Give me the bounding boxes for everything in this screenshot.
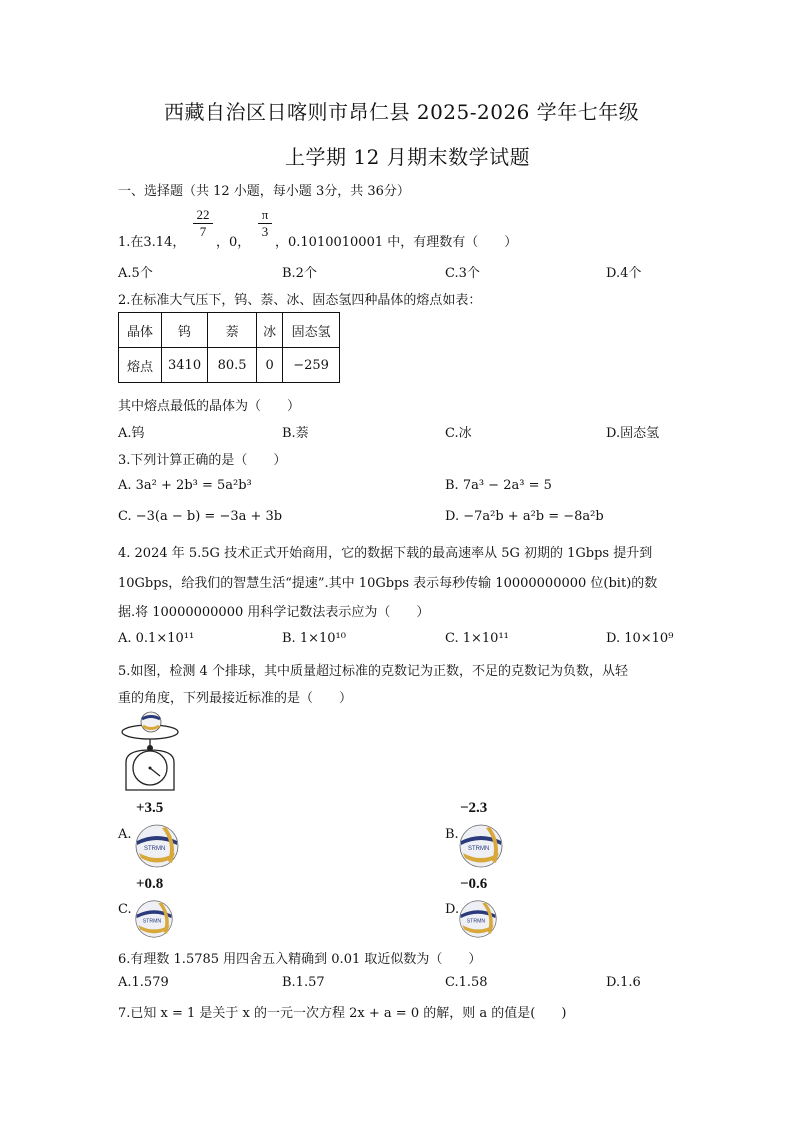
ball-brand-text: STRMN	[142, 918, 162, 925]
table-cell: 熔点	[119, 348, 162, 383]
title-line-2: 上学期 12 月期末数学试题	[285, 145, 531, 169]
q2-stem: 2.在标准大气压下，钨、萘、冰、固态氢四种晶体的熔点如表：	[118, 293, 482, 308]
q4-option-a: A. 0.1×10¹¹	[118, 631, 195, 646]
q3-stem: 3.下列计算正确的是（ ）	[118, 453, 287, 468]
q5-line-1: 5.如图，检测 4 个排球，其中质量超过标准的克数记为正数，不足的克数记为负数，从轻	[118, 664, 628, 679]
volleyball-icon	[134, 899, 174, 939]
ball-brand-text: STRMN	[468, 846, 490, 852]
scale-icon	[118, 710, 188, 795]
table-cell: 晶体	[119, 313, 162, 348]
q1-frac1-denominator: 7	[199, 224, 207, 239]
table-row	[119, 348, 340, 383]
ball-d-value: −0.6	[460, 876, 488, 892]
q3-option-c: C. −3(a − b) = −3a + 3b	[118, 509, 283, 524]
table-cell: 钨	[162, 313, 208, 348]
q1-option-b: B.2个	[282, 266, 317, 281]
table-cell: 80.5	[208, 348, 257, 383]
q4-line-3: 据.将 10000000000 用科学记数法表示应为（ ）	[118, 605, 430, 620]
q1-prefix: 1.在3.14，	[118, 235, 186, 250]
volleyball-icon	[458, 899, 498, 939]
q1-option-c: C.3个	[445, 266, 480, 281]
table-cell: 3410	[162, 348, 208, 383]
q1-option-d: D.4个	[606, 266, 642, 281]
table-cell: 0	[257, 348, 283, 383]
ball-b-value: −2.3	[460, 800, 488, 816]
q2-option-a: A.钨	[118, 426, 145, 441]
ball-b-label: B.	[445, 827, 459, 842]
title-line-1: 西藏自治区日喀则市昂仁县 2025-2026 学年七年级	[164, 100, 640, 124]
q3-option-a: A. 3a² + 2b³ = 5a²b³	[118, 478, 252, 493]
table-cell: 萘	[208, 313, 257, 348]
q1-frac1-numerator: 22	[196, 207, 210, 222]
q7-stem: 7.已知 x = 1 是关于 x 的一元一次方程 2x + a = 0 的解，则 a 的值是( )	[118, 1006, 567, 1021]
q6-option-d: D.1.6	[606, 975, 641, 990]
q2-question: 其中熔点最低的晶体为（ ）	[118, 399, 301, 414]
q1-suffix: ，0.1010010001 中，有理数有（ ）	[275, 235, 518, 250]
q4-line-2: 10Gbps，给我们的智慧生活“提速”.其中 10Gbps 表示每秒传输 10000000000 位(bit)的数	[118, 576, 658, 591]
ball-c-label: C.	[118, 902, 132, 917]
table-cell: 固态氢	[283, 313, 340, 348]
q6-stem: 6.有理数 1.5785 用四舍五入精确到 0.01 取近似数为（ ）	[118, 952, 482, 967]
ball-c-value: +0.8	[136, 876, 164, 892]
ball-a-label: A.	[118, 827, 132, 842]
q5-line-2: 重的角度，下列最接近标准的是（ ）	[118, 691, 353, 706]
ball-brand-text: STRMN	[144, 846, 166, 852]
q1-frac2-denominator: 3	[261, 224, 269, 239]
volleyball-icon	[134, 823, 180, 869]
q3-option-d: D. −7a²b + a²b = −8a²b	[445, 509, 604, 524]
q1-fraction-pi-3	[257, 207, 273, 240]
ball-d-label: D.	[445, 902, 460, 917]
q6-option-b: B.1.57	[282, 975, 325, 990]
table-cell: 冰	[257, 313, 283, 348]
volleyball-icon	[458, 823, 504, 869]
q4-option-b: B. 1×10¹⁰	[282, 631, 346, 646]
q4-option-c: C. 1×10¹¹	[445, 631, 509, 646]
q1-option-a: A.5个	[118, 266, 153, 281]
q6-option-a: A.1.579	[118, 975, 169, 990]
q1-frac2-numerator: π	[261, 207, 269, 222]
q4-option-d: D. 10×10⁹	[606, 631, 674, 646]
q6-option-c: C.1.58	[445, 975, 488, 990]
ball-a-value: +3.5	[136, 800, 164, 816]
section-heading: 一、选择题（共 12 小题，每小题 3分，共 36分）	[118, 184, 410, 199]
q3-option-b: B. 7a³ − 2a³ = 5	[445, 478, 552, 493]
ball-brand-text: STRMN	[466, 918, 486, 925]
q2-option-b: B.萘	[282, 426, 309, 441]
q1-fraction-22-7	[192, 207, 214, 240]
q4-line-1: 4. 2024 年 5.5G 技术正式开始商用，它的数据下载的最高速率从 5G 初期的 1Gbps 提升到	[118, 546, 653, 561]
melting-point-table	[118, 312, 340, 383]
table-row	[119, 313, 340, 348]
q1-separator: ，0，	[216, 235, 251, 250]
table-cell: −259	[283, 348, 340, 383]
q2-option-c: C.冰	[445, 426, 472, 441]
q2-option-d: D.固态氢	[606, 426, 660, 441]
